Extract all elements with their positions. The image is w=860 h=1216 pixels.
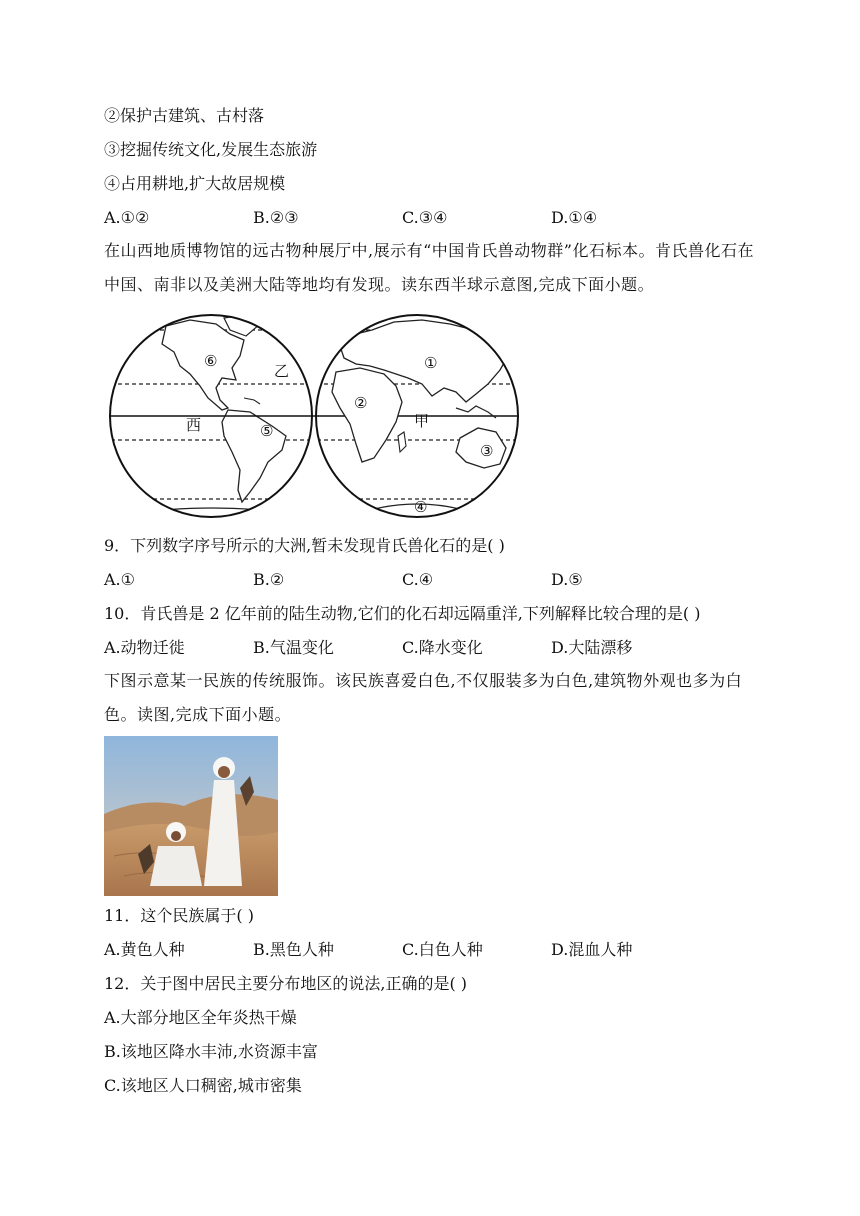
africa-shape xyxy=(332,368,402,462)
q11-option-c: C.白色人种 xyxy=(402,940,483,959)
q10-stem: 10．肯氏兽是 2 亿年前的陆生动物,它们的化石却远隔重洋,下列解释比较合理的是( ) xyxy=(104,604,701,623)
q10-option-a: A.动物迁徙 xyxy=(104,638,185,657)
q10-option-c: C.降水变化 xyxy=(402,638,483,657)
madagascar-shape xyxy=(398,432,406,452)
desert-falconers-photo xyxy=(104,736,278,896)
passage-costume: 下图示意某一民族的传统服饰。该民族喜爱白色,不仅服装多为白色,建筑物外观也多为白色。读图,完成下面小题。 xyxy=(104,671,743,724)
q11-option-a: A.黄色人种 xyxy=(104,940,185,959)
q9-stem: 9．下列数字序号所示的大洲,暂未发现肯氏兽化石的是( ) xyxy=(104,536,505,555)
new-zealand-shape xyxy=(508,470,514,484)
q12-option-a: A.大部分地区全年炎热干燥 xyxy=(104,1008,297,1027)
q8-option-a: A.①② xyxy=(104,208,150,227)
q11-option-b: B.黑色人种 xyxy=(253,940,334,959)
q10-option-d: D.大陆漂移 xyxy=(551,638,633,657)
q8-option-d: D.①④ xyxy=(551,208,598,227)
line-item3: ③挖掘传统文化,发展生态旅游 xyxy=(104,140,318,159)
q12-option-b: B.该地区降水丰沛,水资源丰富 xyxy=(104,1042,318,1061)
q12-option-c: C.该地区人口稠密,城市密集 xyxy=(104,1076,302,1095)
label-2: ② xyxy=(354,394,368,412)
q8-options xyxy=(104,208,724,228)
line-item4: ④占用耕地,扩大故居规模 xyxy=(104,174,286,193)
caribbean-islands-shape xyxy=(244,398,260,404)
q11-options xyxy=(104,940,724,960)
q10-option-b: B.气温变化 xyxy=(253,638,334,657)
label-1: ① xyxy=(424,354,438,372)
q8-option-b: B.②③ xyxy=(253,208,299,227)
south-america-shape xyxy=(222,410,286,502)
label-yi: 乙 xyxy=(274,362,290,380)
line-item2: ②保护古建筑、古村落 xyxy=(104,106,265,125)
q8-option-c: C.③④ xyxy=(402,208,448,227)
antarctica-west-shape xyxy=(144,508,284,512)
q11-stem: 11．这个民族属于( ) xyxy=(104,906,254,925)
q9-options xyxy=(104,570,724,590)
label-jia: 甲 xyxy=(414,412,430,430)
label-xi: 西 xyxy=(186,416,202,434)
north-america-shape xyxy=(162,320,244,410)
q9-option-c: C.④ xyxy=(402,570,434,589)
q9-option-a: A.① xyxy=(104,570,135,589)
label-3: ③ xyxy=(480,442,494,460)
q10-options xyxy=(104,638,724,658)
q12-stem: 12．关于图中居民主要分布地区的说法,正确的是( ) xyxy=(104,974,468,993)
hemispheres-map xyxy=(104,312,524,522)
label-5: ⑤ xyxy=(260,422,274,440)
q9-option-b: B.② xyxy=(253,570,285,589)
passage-fossil: 在山西地质博物馆的远古物种展厅中,展示有“中国肯氏兽动物群”化石标本。肯氏兽化石在中国、南非以及美洲大陆等地均有发现。读东西半球示意图,完成下面小题。 xyxy=(104,241,754,294)
label-4: ④ xyxy=(414,498,428,516)
q9-option-d: D.⑤ xyxy=(551,570,583,589)
q11-option-d: D.混血人种 xyxy=(551,940,633,959)
label-6: ⑥ xyxy=(204,352,218,370)
